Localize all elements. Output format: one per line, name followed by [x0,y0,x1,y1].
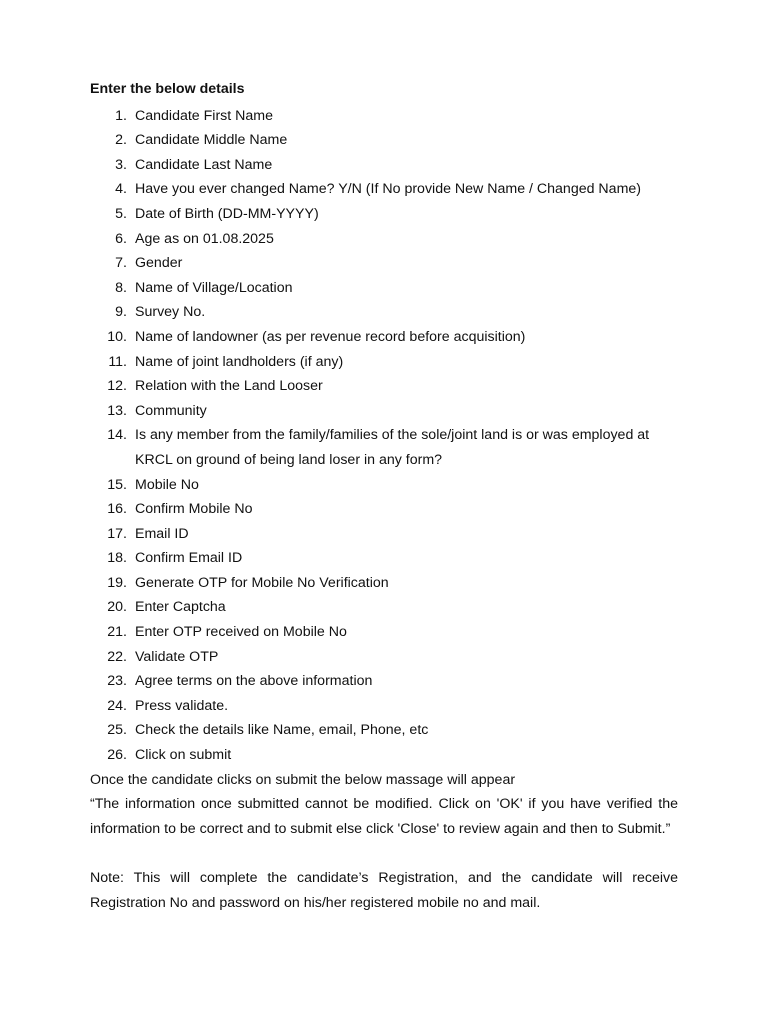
list-item-number: 14. [107,427,127,444]
list-item [90,177,678,202]
list-item-text: Relation with the Land Looser [135,378,323,395]
steps-list [90,104,678,768]
list-item-number: 11. [108,353,127,370]
list-item [90,718,678,743]
list-item [90,325,678,350]
list-item-number: 2. [115,132,127,149]
paragraph-spacer [90,841,678,866]
list-item [90,104,678,129]
list-item-text: Check the details like Name, email, Phone, etc [135,722,429,739]
list-item-text: Email ID [135,525,189,542]
list-item [90,350,678,375]
list-item-number: 19. [107,574,127,591]
list-item [90,595,678,620]
list-item [90,571,678,596]
list-item [90,620,678,645]
list-item [90,645,678,670]
list-item-text: Enter Captcha [135,599,226,616]
list-item-number: 22. [107,648,127,665]
document-page [90,79,678,915]
list-item-number: 16. [107,501,127,518]
list-item [90,399,678,424]
list-item-number: 12. [107,378,127,395]
list-item-number: 6. [115,230,127,247]
after-submit-text: Once the candidate clicks on submit the below massage will appear [90,771,516,788]
list-item-text: Gender [135,255,183,272]
list-item [90,423,678,472]
list-item-number: 15. [107,476,127,493]
list-item-text: Enter OTP received on Mobile No [135,624,347,641]
list-item [90,300,678,325]
list-item-number: 17. [107,525,127,542]
list-item-number: 5. [115,205,127,222]
list-item [90,522,678,547]
list-item-text: Candidate Last Name [135,156,273,173]
list-item-text: Is any member from the family/families of the sole/joint land is or was employed at KRCL on ground of being land loser in any form? [135,427,650,468]
list-item [90,694,678,719]
list-item-text: Validate OTP [135,648,219,665]
list-item-number: 26. [107,747,127,764]
list-item [90,153,678,178]
list-item-text: Candidate Middle Name [135,132,288,149]
list-item [90,669,678,694]
list-item [90,202,678,227]
list-item-text: Candidate First Name [135,107,273,124]
list-item-text: Press validate. [135,697,229,714]
list-item-text: Generate OTP for Mobile No Verification [135,574,389,591]
list-item [90,374,678,399]
list-item-text: Community [135,402,207,419]
list-item-number: 21. [107,624,127,641]
list-item-number: 7. [115,255,127,272]
list-item-number: 20. [107,599,127,616]
list-item-number: 8. [115,279,127,296]
list-item-number: 1. [115,107,127,124]
list-item-number: 13. [107,402,127,419]
list-item-text: Click on submit [135,747,232,764]
list-item-text: Have you ever changed Name? Y/N (If No provide New Name / Changed Name) [135,181,642,198]
list-item-text: Agree terms on the above information [135,673,373,690]
list-item-number: 25. [107,722,127,739]
list-item-text: Name of landowner (as per revenue record before acquisition) [135,328,526,345]
list-item-number: 23. [107,673,127,690]
list-item-number: 9. [115,304,127,321]
list-item [90,128,678,153]
registration-note: Note: This will complete the candidate’s Registration, and the candidate will receive Registration No and password on his/her registered mobile no and mail. [90,870,678,911]
list-item [90,497,678,522]
list-item [90,276,678,301]
list-item-number: 18. [107,550,127,567]
list-item [90,473,678,498]
section-heading: Enter the below details [90,81,245,97]
list-item-number: 3. [115,156,127,173]
list-item [90,546,678,571]
list-item-text: Name of joint landholders (if any) [135,353,344,370]
list-item-text: Date of Birth (DD-MM-YYYY) [135,205,319,222]
list-item-number: 24. [107,697,127,714]
list-item-text: Name of Village/Location [135,279,293,296]
list-item-text: Survey No. [135,304,206,321]
list-item-text: Confirm Email ID [135,550,243,567]
list-item-text: Confirm Mobile No [135,501,253,518]
list-item-number: 10. [107,328,127,345]
list-item [90,227,678,252]
list-item-text: Mobile No [135,476,199,493]
submit-message-quote: “The information once submitted cannot be modified. Click on 'OK' if you have verified the information to be correct and to submit else click 'Close' to review again and then to Submit.” [90,796,678,837]
list-item [90,251,678,276]
list-item [90,743,678,768]
list-item-text: Age as on 01.08.2025 [135,230,274,247]
list-item-number: 4. [115,181,127,198]
